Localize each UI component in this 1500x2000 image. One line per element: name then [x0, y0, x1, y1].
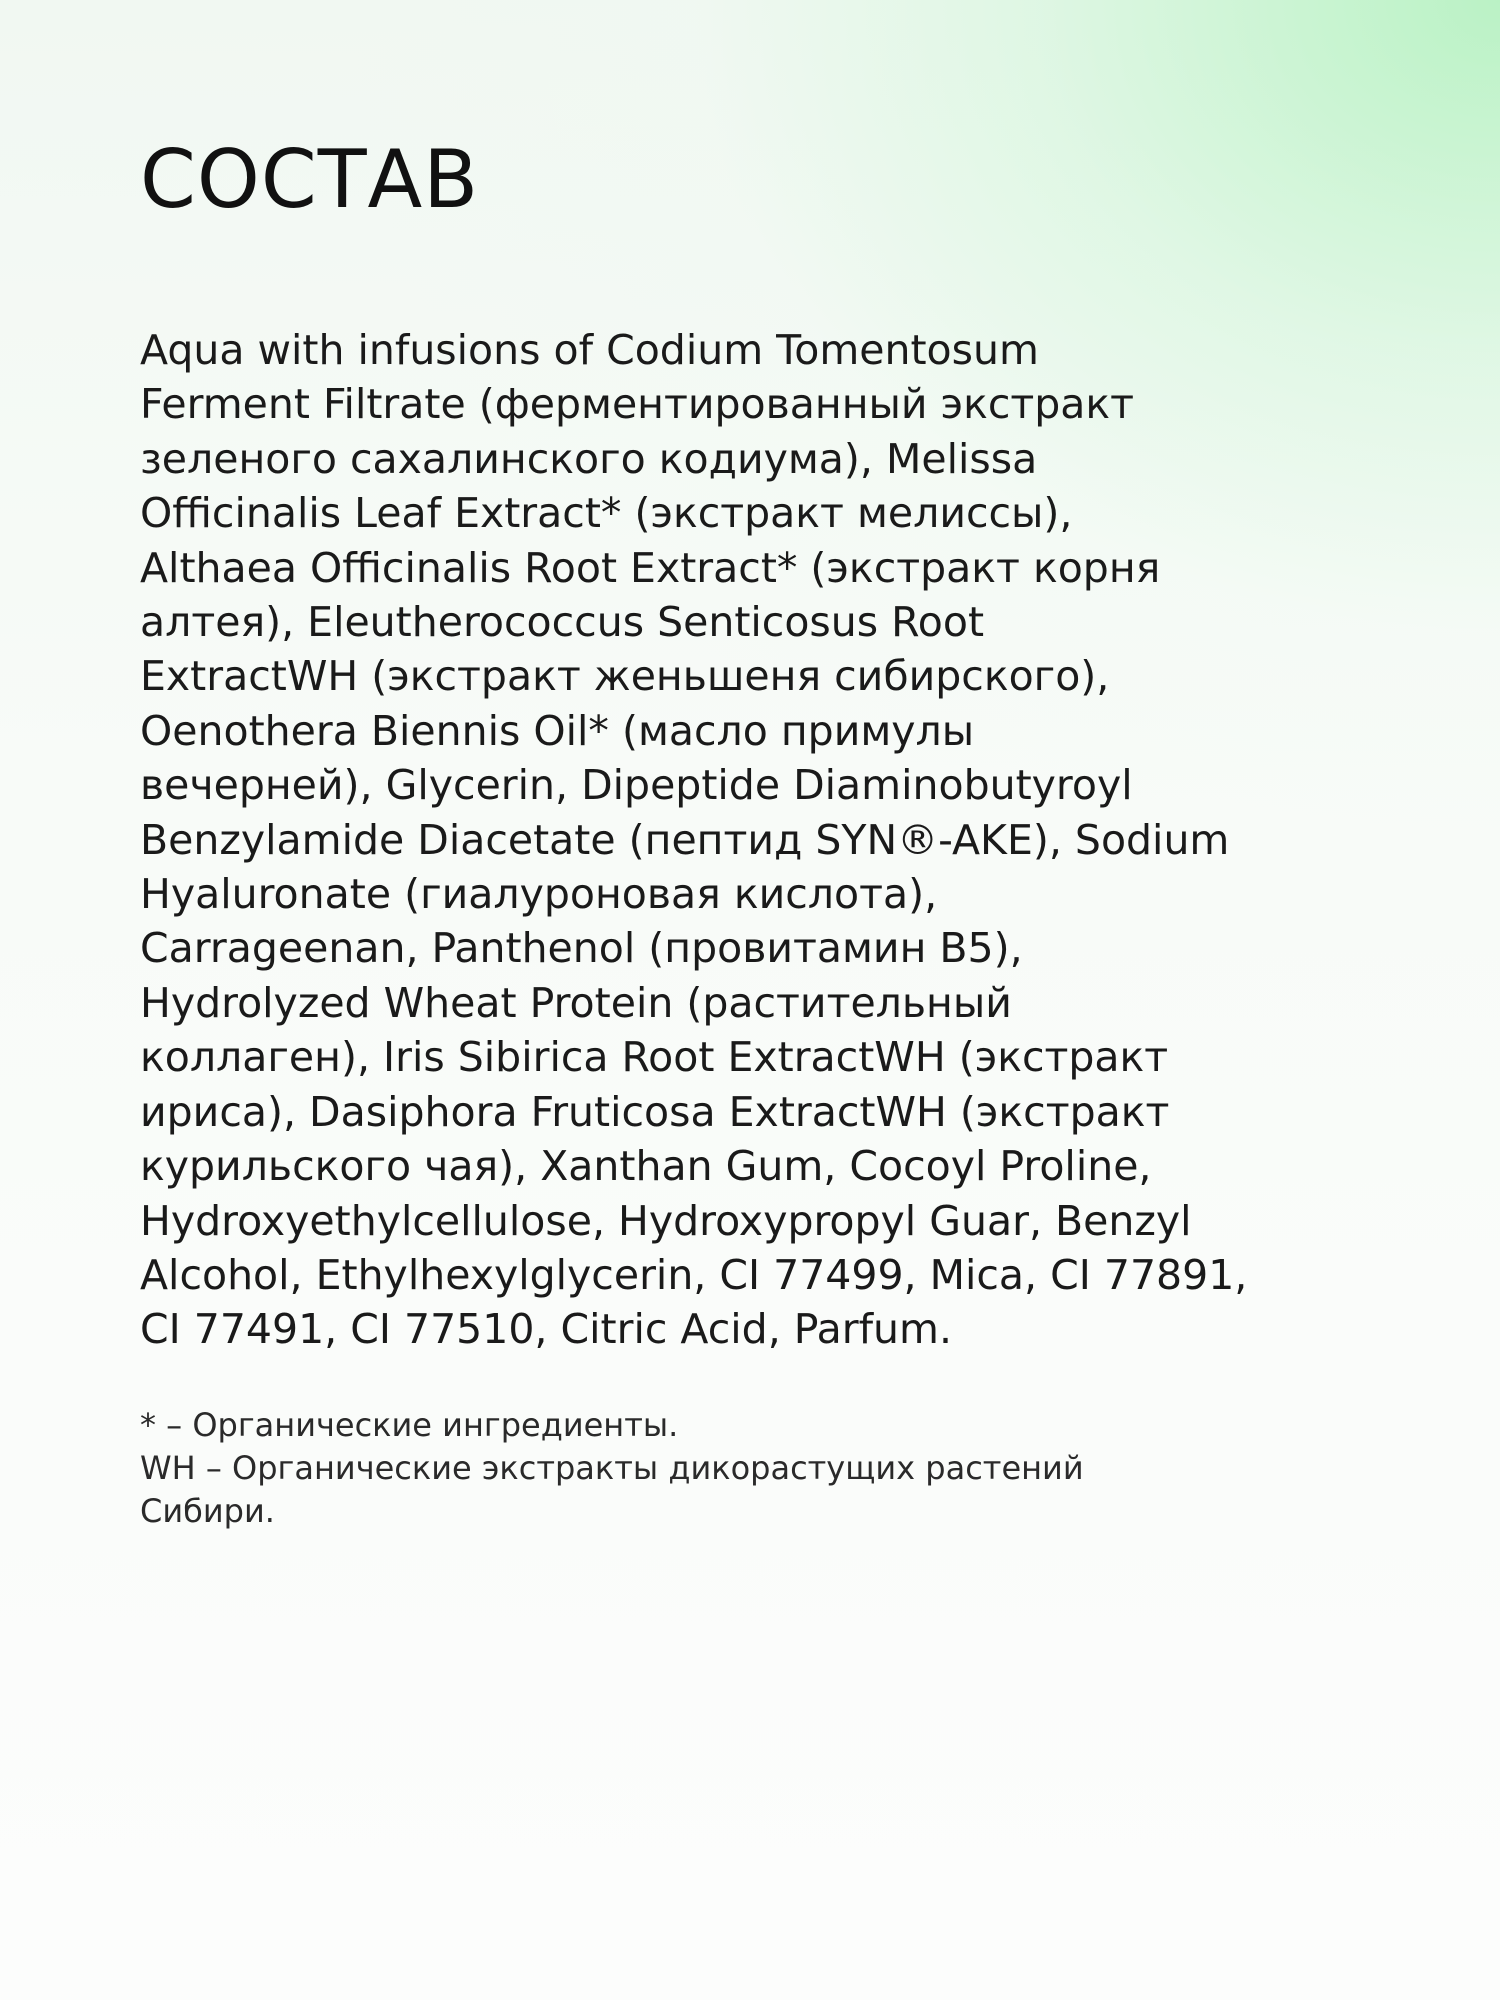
- ingredients-line: ириса), Dasiphora Fruticosa ExtractWH (экстракт: [140, 1087, 1170, 1136]
- footnote-organic: * – Органические ингредиенты.: [140, 1406, 679, 1444]
- ingredients-line: вечерней), Glycerin, Dipeptide Diaminobutyroyl: [140, 761, 1133, 810]
- ingredients-line: CI 77491, CI 77510, Citric Acid, Parfum.: [140, 1305, 953, 1354]
- footnote-wild-harvested-continued: Сибири.: [140, 1492, 275, 1530]
- footnote-wild-harvested: WH – Органические экстракты дикорастущих растений: [140, 1449, 1084, 1487]
- ingredients-list: [140, 323, 1247, 1357]
- ingredients-line: Althaea Officinalis Root Extract* (экстракт корня: [140, 543, 1161, 592]
- ingredients-line: Ferment Filtrate (ферментированный экстракт: [140, 380, 1135, 429]
- ingredients-line: алтея), Eleutherococcus Senticosus Root: [140, 598, 985, 647]
- ingredients-line: Oenothera Biennis Oil* (масло примулы: [140, 706, 975, 755]
- ingredients-line: Alcohol, Ethylhexylglycerin, CI 77499, Mica, CI 77891,: [140, 1250, 1248, 1299]
- ingredients-line: коллаген), Iris Sibirica Root ExtractWH (экстракт: [140, 1033, 1169, 1082]
- ingredients-line: ExtractWH (экстракт женьшеня сибирского),: [140, 652, 1110, 701]
- footnotes: [140, 1404, 1084, 1533]
- ingredients-line: Hyaluronate (гиалуроновая кислота),: [140, 870, 938, 919]
- ingredients-line: Officinalis Leaf Extract* (экстракт мелиссы),: [140, 489, 1073, 538]
- page-title: СОСТАВ: [140, 133, 480, 226]
- ingredients-line: Hydrolyzed Wheat Protein (растительный: [140, 978, 1012, 1027]
- ingredients-line: Aqua with infusions of Codium Tomentosum: [140, 326, 1039, 374]
- ingredients-line: зеленого сахалинского кодиума), Melissa: [140, 434, 1038, 483]
- ingredients-line: курильского чая), Xanthan Gum, Cocoyl Proline,: [140, 1142, 1152, 1191]
- ingredients-line: Carrageenan, Panthenol (провитамин B5),: [140, 924, 1023, 973]
- ingredients-line: Hydroxyethylcellulose, Hydroxypropyl Guar, Benzyl: [140, 1196, 1192, 1245]
- ingredients-line: Benzylamide Diacetate (пептид SYN®-AKE), Sodium: [140, 815, 1230, 864]
